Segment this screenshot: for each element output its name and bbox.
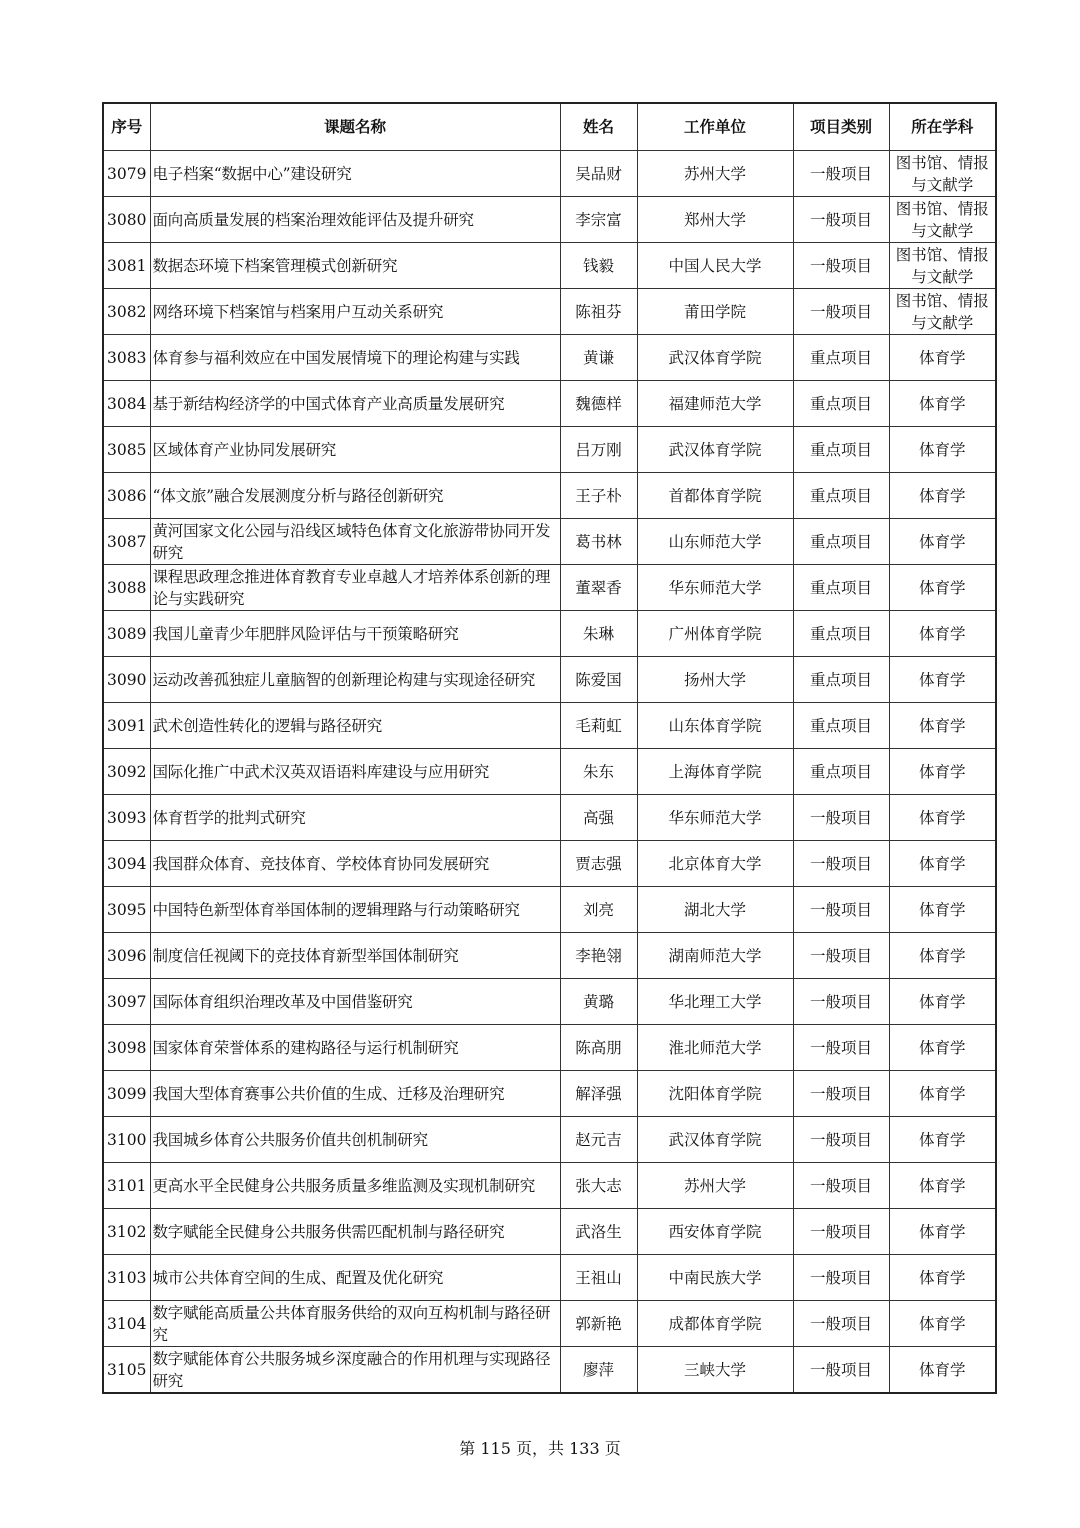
table-row: [103, 381, 996, 427]
cell-serial-number: 3095: [103, 887, 150, 933]
cell-name: 贾志强: [560, 841, 637, 887]
cell-work-unit: 华东师范大学: [637, 565, 793, 611]
table-header-row: [103, 103, 996, 151]
cell-project-title: 城市公共体育空间的生成、配置及优化研究: [150, 1255, 560, 1301]
cell-work-unit: 湖南师范大学: [637, 933, 793, 979]
cell-serial-number: 3101: [103, 1163, 150, 1209]
cell-subject: 体育学: [889, 1209, 996, 1255]
cell-subject: 体育学: [889, 795, 996, 841]
table-row: [103, 1255, 996, 1301]
cell-project-type: 重点项目: [793, 749, 889, 795]
cell-name: 黄璐: [560, 979, 637, 1025]
header-serial-number: 序号: [103, 103, 150, 151]
cell-project-type: 一般项目: [793, 1347, 889, 1394]
table-row: [103, 1117, 996, 1163]
cell-subject: 体育学: [889, 473, 996, 519]
cell-subject: 图书馆、情报与文献学: [889, 243, 996, 289]
cell-serial-number: 3102: [103, 1209, 150, 1255]
cell-serial-number: 3087: [103, 519, 150, 565]
cell-work-unit: 山东体育学院: [637, 703, 793, 749]
cell-name: 毛莉虹: [560, 703, 637, 749]
cell-work-unit: 苏州大学: [637, 151, 793, 197]
cell-subject: 体育学: [889, 1163, 996, 1209]
cell-serial-number: 3099: [103, 1071, 150, 1117]
table-row: [103, 335, 996, 381]
cell-work-unit: 山东师范大学: [637, 519, 793, 565]
cell-work-unit: 苏州大学: [637, 1163, 793, 1209]
cell-serial-number: 3090: [103, 657, 150, 703]
cell-project-title: 区域体育产业协同发展研究: [150, 427, 560, 473]
cell-project-title: 武术创造性转化的逻辑与路径研究: [150, 703, 560, 749]
cell-name: 李艳翎: [560, 933, 637, 979]
cell-project-type: 重点项目: [793, 565, 889, 611]
cell-work-unit: 沈阳体育学院: [637, 1071, 793, 1117]
cell-project-type: 一般项目: [793, 795, 889, 841]
cell-serial-number: 3084: [103, 381, 150, 427]
cell-work-unit: 成都体育学院: [637, 1301, 793, 1347]
cell-project-title: 数字赋能体育公共服务城乡深度融合的作用机理与实现路径研究: [150, 1347, 560, 1394]
cell-project-title: 电子档案“数据中心”建设研究: [150, 151, 560, 197]
cell-project-title: 中国特色新型体育举国体制的逻辑理路与行动策略研究: [150, 887, 560, 933]
cell-serial-number: 3082: [103, 289, 150, 335]
cell-subject: 体育学: [889, 933, 996, 979]
cell-project-title: 我国儿童青少年肥胖风险评估与干预策略研究: [150, 611, 560, 657]
cell-subject: 图书馆、情报与文献学: [889, 289, 996, 335]
cell-work-unit: 武汉体育学院: [637, 427, 793, 473]
table-row: [103, 933, 996, 979]
cell-project-title: 体育参与福利效应在中国发展情境下的理论构建与实践: [150, 335, 560, 381]
cell-project-type: 一般项目: [793, 1025, 889, 1071]
cell-project-title: “体文旅”融合发展测度分析与路径创新研究: [150, 473, 560, 519]
cell-project-type: 重点项目: [793, 611, 889, 657]
cell-subject: 体育学: [889, 1117, 996, 1163]
cell-work-unit: 武汉体育学院: [637, 335, 793, 381]
table-row: [103, 1163, 996, 1209]
cell-serial-number: 3103: [103, 1255, 150, 1301]
cell-serial-number: 3089: [103, 611, 150, 657]
table-row: [103, 795, 996, 841]
table-row: [103, 197, 996, 243]
cell-serial-number: 3105: [103, 1347, 150, 1394]
cell-subject: 体育学: [889, 657, 996, 703]
cell-subject: 图书馆、情报与文献学: [889, 197, 996, 243]
cell-name: 魏德样: [560, 381, 637, 427]
cell-name: 董翠香: [560, 565, 637, 611]
table-row: [103, 243, 996, 289]
table-row: [103, 657, 996, 703]
cell-serial-number: 3104: [103, 1301, 150, 1347]
cell-subject: 体育学: [889, 565, 996, 611]
cell-project-title: 课程思政理念推进体育教育专业卓越人才培养体系创新的理论与实践研究: [150, 565, 560, 611]
cell-serial-number: 3093: [103, 795, 150, 841]
cell-subject: 体育学: [889, 519, 996, 565]
cell-work-unit: 武汉体育学院: [637, 1117, 793, 1163]
cell-project-type: 重点项目: [793, 657, 889, 703]
table-row: [103, 1301, 996, 1347]
table-row: [103, 749, 996, 795]
cell-project-title: 更高水平全民健身公共服务质量多维监测及实现机制研究: [150, 1163, 560, 1209]
cell-work-unit: 广州体育学院: [637, 611, 793, 657]
cell-project-type: 一般项目: [793, 1117, 889, 1163]
cell-subject: 体育学: [889, 703, 996, 749]
cell-project-type: 重点项目: [793, 473, 889, 519]
cell-subject: 图书馆、情报与文献学: [889, 151, 996, 197]
cell-serial-number: 3094: [103, 841, 150, 887]
cell-serial-number: 3092: [103, 749, 150, 795]
cell-project-type: 一般项目: [793, 197, 889, 243]
cell-name: 高强: [560, 795, 637, 841]
table-row: [103, 473, 996, 519]
cell-serial-number: 3097: [103, 979, 150, 1025]
cell-subject: 体育学: [889, 427, 996, 473]
cell-project-type: 重点项目: [793, 519, 889, 565]
table-row: [103, 611, 996, 657]
cell-work-unit: 扬州大学: [637, 657, 793, 703]
cell-project-title: 我国城乡体育公共服务价值共创机制研究: [150, 1117, 560, 1163]
cell-serial-number: 3086: [103, 473, 150, 519]
table-row: [103, 427, 996, 473]
header-project-title: 课题名称: [150, 103, 560, 151]
cell-subject: 体育学: [889, 381, 996, 427]
cell-subject: 体育学: [889, 611, 996, 657]
cell-work-unit: 莆田学院: [637, 289, 793, 335]
cell-name: 钱毅: [560, 243, 637, 289]
cell-project-type: 一般项目: [793, 887, 889, 933]
cell-subject: 体育学: [889, 1025, 996, 1071]
cell-work-unit: 湖北大学: [637, 887, 793, 933]
cell-subject: 体育学: [889, 1255, 996, 1301]
cell-serial-number: 3080: [103, 197, 150, 243]
cell-name: 陈爱国: [560, 657, 637, 703]
cell-project-type: 一般项目: [793, 933, 889, 979]
cell-work-unit: 福建师范大学: [637, 381, 793, 427]
cell-subject: 体育学: [889, 335, 996, 381]
page-number-footer: 第 115 页，共 133 页: [459, 1439, 621, 1458]
table-row: [103, 1347, 996, 1394]
cell-work-unit: 中南民族大学: [637, 1255, 793, 1301]
cell-work-unit: 淮北师范大学: [637, 1025, 793, 1071]
cell-name: 吴品财: [560, 151, 637, 197]
table-row: [103, 841, 996, 887]
header-name: 姓名: [560, 103, 637, 151]
cell-name: 黄谦: [560, 335, 637, 381]
cell-project-title: 数字赋能全民健身公共服务供需匹配机制与路径研究: [150, 1209, 560, 1255]
cell-project-title: 国家体育荣誉体系的建构路径与运行机制研究: [150, 1025, 560, 1071]
cell-name: 葛书林: [560, 519, 637, 565]
cell-name: 朱琳: [560, 611, 637, 657]
cell-name: 王子朴: [560, 473, 637, 519]
cell-subject: 体育学: [889, 841, 996, 887]
header-work-unit: 工作单位: [637, 103, 793, 151]
cell-name: 王祖山: [560, 1255, 637, 1301]
cell-serial-number: 3100: [103, 1117, 150, 1163]
table-row: [103, 151, 996, 197]
cell-project-title: 国际体育组织治理改革及中国借鉴研究: [150, 979, 560, 1025]
cell-project-title: 运动改善孤独症儿童脑智的创新理论构建与实现途径研究: [150, 657, 560, 703]
cell-subject: 体育学: [889, 887, 996, 933]
cell-project-title: 面向高质量发展的档案治理效能评估及提升研究: [150, 197, 560, 243]
cell-serial-number: 3088: [103, 565, 150, 611]
cell-project-type: 一般项目: [793, 979, 889, 1025]
table-body: [103, 151, 996, 1394]
cell-name: 武洛生: [560, 1209, 637, 1255]
cell-name: 廖萍: [560, 1347, 637, 1394]
cell-serial-number: 3079: [103, 151, 150, 197]
table-row: [103, 1025, 996, 1071]
cell-work-unit: 上海体育学院: [637, 749, 793, 795]
cell-subject: 体育学: [889, 979, 996, 1025]
table-row: [103, 979, 996, 1025]
cell-project-title: 数字赋能高质量公共体育服务供给的双向互构机制与路径研究: [150, 1301, 560, 1347]
cell-project-title: 基于新结构经济学的中国式体育产业高质量发展研究: [150, 381, 560, 427]
cell-project-type: 一般项目: [793, 151, 889, 197]
cell-name: 赵元吉: [560, 1117, 637, 1163]
cell-serial-number: 3098: [103, 1025, 150, 1071]
cell-name: 郭新艳: [560, 1301, 637, 1347]
cell-project-type: 一般项目: [793, 1209, 889, 1255]
cell-subject: 体育学: [889, 749, 996, 795]
project-list-table: [102, 102, 997, 1394]
cell-project-title: 国际化推广中武术汉英双语语料库建设与应用研究: [150, 749, 560, 795]
cell-work-unit: 华东师范大学: [637, 795, 793, 841]
cell-project-title: 黄河国家文化公园与沿线区域特色体育文化旅游带协同开发研究: [150, 519, 560, 565]
cell-project-type: 一般项目: [793, 1071, 889, 1117]
cell-serial-number: 3091: [103, 703, 150, 749]
cell-project-type: 一般项目: [793, 243, 889, 289]
cell-work-unit: 三峡大学: [637, 1347, 793, 1394]
cell-name: 刘亮: [560, 887, 637, 933]
table-row: [103, 519, 996, 565]
header-subject: 所在学科: [889, 103, 996, 151]
cell-work-unit: 中国人民大学: [637, 243, 793, 289]
cell-project-title: 网络环境下档案馆与档案用户互动关系研究: [150, 289, 560, 335]
table-row: [103, 1071, 996, 1117]
cell-project-type: 一般项目: [793, 1301, 889, 1347]
cell-name: 陈高朋: [560, 1025, 637, 1071]
cell-subject: 体育学: [889, 1071, 996, 1117]
cell-name: 解泽强: [560, 1071, 637, 1117]
cell-name: 吕万刚: [560, 427, 637, 473]
cell-project-type: 重点项目: [793, 427, 889, 473]
cell-work-unit: 华北理工大学: [637, 979, 793, 1025]
table-row: [103, 1209, 996, 1255]
cell-work-unit: 北京体育大学: [637, 841, 793, 887]
cell-project-type: 重点项目: [793, 381, 889, 427]
cell-work-unit: 郑州大学: [637, 197, 793, 243]
cell-project-type: 一般项目: [793, 841, 889, 887]
cell-name: 张大志: [560, 1163, 637, 1209]
table-row: [103, 887, 996, 933]
cell-project-title: 数据态环境下档案管理模式创新研究: [150, 243, 560, 289]
cell-name: 陈祖芬: [560, 289, 637, 335]
cell-project-type: 一般项目: [793, 1163, 889, 1209]
cell-serial-number: 3081: [103, 243, 150, 289]
cell-name: 李宗富: [560, 197, 637, 243]
cell-work-unit: 西安体育学院: [637, 1209, 793, 1255]
cell-project-title: 体育哲学的批判式研究: [150, 795, 560, 841]
table-row: [103, 289, 996, 335]
cell-project-type: 重点项目: [793, 335, 889, 381]
cell-serial-number: 3083: [103, 335, 150, 381]
cell-subject: 体育学: [889, 1347, 996, 1394]
cell-subject: 体育学: [889, 1301, 996, 1347]
cell-name: 朱东: [560, 749, 637, 795]
table-row: [103, 703, 996, 749]
cell-serial-number: 3085: [103, 427, 150, 473]
cell-serial-number: 3096: [103, 933, 150, 979]
cell-work-unit: 首都体育学院: [637, 473, 793, 519]
cell-project-title: 制度信任视阈下的竞技体育新型举国体制研究: [150, 933, 560, 979]
header-project-type: 项目类别: [793, 103, 889, 151]
cell-project-title: 我国大型体育赛事公共价值的生成、迁移及治理研究: [150, 1071, 560, 1117]
cell-project-type: 一般项目: [793, 289, 889, 335]
cell-project-type: 重点项目: [793, 703, 889, 749]
cell-project-type: 一般项目: [793, 1255, 889, 1301]
cell-project-title: 我国群众体育、竞技体育、学校体育协同发展研究: [150, 841, 560, 887]
table-row: [103, 565, 996, 611]
